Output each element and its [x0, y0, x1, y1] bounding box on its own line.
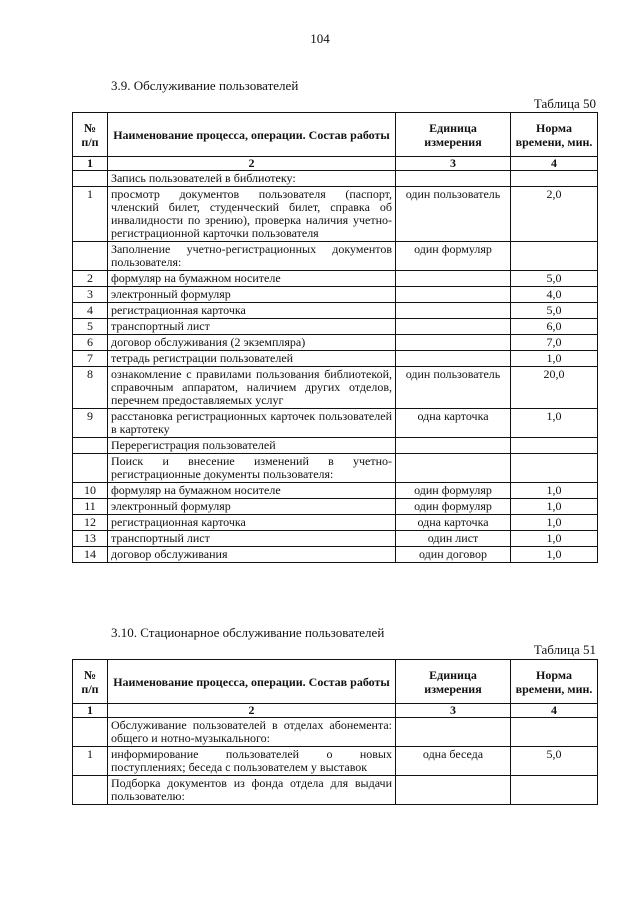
table-51-body — [73, 718, 598, 805]
row-unit-cell — [396, 718, 511, 747]
row-norm-cell: 1,0 — [511, 531, 598, 547]
row-name-cell: договор обслуживания (2 экземпляра) — [108, 335, 396, 351]
row-norm-cell: 5,0 — [511, 747, 598, 776]
row-number-cell: 2 — [73, 271, 108, 287]
table-caption-50: Таблица 50 — [533, 96, 596, 111]
row-name-cell: договор обслуживания — [108, 547, 396, 563]
row-unit-cell — [396, 335, 511, 351]
section-title-3-9: 3.9. Обслуживание пользователей — [111, 78, 299, 93]
table-50 — [72, 112, 598, 563]
row-unit-cell: одна карточка — [396, 409, 511, 438]
row-norm-cell: 7,0 — [511, 335, 598, 351]
row-number-cell: 1 — [73, 187, 108, 242]
row-name-cell: Обслуживание пользователей в отделах абонемента: общего и нотно-музыкального: — [108, 718, 396, 747]
row-name-cell: формуляр на бумажном носителе — [108, 271, 396, 287]
header-numbering-row — [73, 157, 598, 171]
table-row — [73, 335, 598, 351]
row-norm-cell — [511, 171, 598, 187]
table-row — [73, 531, 598, 547]
row-unit-cell: одна карточка — [396, 515, 511, 531]
table-50-body — [73, 171, 598, 563]
row-unit-cell — [396, 776, 511, 805]
header-number-4: 4 — [511, 157, 598, 171]
row-number-cell: 9 — [73, 409, 108, 438]
row-number-cell: 10 — [73, 483, 108, 499]
header-number-3: 3 — [396, 157, 511, 171]
table-row — [73, 367, 598, 409]
row-unit-cell — [396, 319, 511, 335]
row-norm-cell: 5,0 — [511, 271, 598, 287]
row-unit-cell — [396, 438, 511, 454]
row-number-cell — [73, 438, 108, 454]
row-norm-cell — [511, 454, 598, 483]
header-col-norm: Норма времени, мин. — [511, 113, 598, 157]
table-row — [73, 718, 598, 747]
row-number-cell — [73, 454, 108, 483]
row-number-cell: 14 — [73, 547, 108, 563]
row-name-cell: Заполнение учетно-регистрационных документов пользователя: — [108, 242, 396, 271]
row-unit-cell: один пользователь — [396, 367, 511, 409]
row-number-cell — [73, 718, 108, 747]
row-name-cell: тетрадь регистрации пользователей — [108, 351, 396, 367]
table-row — [73, 547, 598, 563]
row-name-cell: Запись пользователей в библиотеку: — [108, 171, 396, 187]
row-name-cell: расстановка регистрационных карточек пользователей в картотеку — [108, 409, 396, 438]
row-number-cell: 7 — [73, 351, 108, 367]
header-number-4: 4 — [511, 704, 598, 718]
table-row — [73, 287, 598, 303]
row-number-cell: 3 — [73, 287, 108, 303]
header-col-number: № п/п — [73, 113, 108, 157]
table-row — [73, 242, 598, 271]
row-norm-cell: 1,0 — [511, 547, 598, 563]
row-number-cell: 4 — [73, 303, 108, 319]
header-number-1: 1 — [73, 157, 108, 171]
row-number-cell: 12 — [73, 515, 108, 531]
row-number-cell — [73, 171, 108, 187]
row-unit-cell — [396, 351, 511, 367]
row-norm-cell — [511, 776, 598, 805]
table-row — [73, 271, 598, 287]
row-name-cell: Подборка документов из фонда отдела для выдачи пользователю: — [108, 776, 396, 805]
header-col-name: Наименование процесса, операции. Состав работы — [108, 660, 396, 704]
row-number-cell: 13 — [73, 531, 108, 547]
row-norm-cell: 1,0 — [511, 499, 598, 515]
row-number-cell: 6 — [73, 335, 108, 351]
row-norm-cell: 2,0 — [511, 187, 598, 242]
row-norm-cell: 20,0 — [511, 367, 598, 409]
row-norm-cell: 5,0 — [511, 303, 598, 319]
row-name-cell: транспортный лист — [108, 319, 396, 335]
row-norm-cell — [511, 438, 598, 454]
row-unit-cell — [396, 454, 511, 483]
table-row — [73, 776, 598, 805]
row-unit-cell: один договор — [396, 547, 511, 563]
row-name-cell: просмотр документов пользователя (паспорт, членский билет, студенческий билет, справка об инвалидности по зрению), проверка наличия учетно-регистрационной карточки пользователя — [108, 187, 396, 242]
page-number: 104 — [310, 31, 330, 46]
row-norm-cell — [511, 242, 598, 271]
row-norm-cell: 4,0 — [511, 287, 598, 303]
table-row — [73, 319, 598, 335]
row-norm-cell: 6,0 — [511, 319, 598, 335]
row-norm-cell: 1,0 — [511, 515, 598, 531]
row-name-cell: Поиск и внесение изменений в учетно-регистрационные документы пользователя: — [108, 454, 396, 483]
row-name-cell: регистрационная карточка — [108, 303, 396, 319]
row-unit-cell: один лист — [396, 531, 511, 547]
row-norm-cell: 1,0 — [511, 409, 598, 438]
row-number-cell: 5 — [73, 319, 108, 335]
section-title-3-10: 3.10. Стационарное обслуживание пользователей — [111, 625, 385, 640]
header-number-2: 2 — [108, 157, 396, 171]
row-unit-cell — [396, 271, 511, 287]
table-row — [73, 747, 598, 776]
header-col-unit: Единица измерения — [396, 113, 511, 157]
header-col-number: № п/п — [73, 660, 108, 704]
row-name-cell: Перерегистрация пользователей — [108, 438, 396, 454]
row-unit-cell: один пользователь — [396, 187, 511, 242]
header-col-norm: Норма времени, мин. — [511, 660, 598, 704]
row-name-cell: электронный формуляр — [108, 287, 396, 303]
row-unit-cell — [396, 303, 511, 319]
row-unit-cell — [396, 287, 511, 303]
row-unit-cell: один формуляр — [396, 499, 511, 515]
row-name-cell: электронный формуляр — [108, 499, 396, 515]
row-number-cell: 11 — [73, 499, 108, 515]
header-col-unit: Единица измерения — [396, 660, 511, 704]
row-unit-cell — [396, 171, 511, 187]
header-number-1: 1 — [73, 704, 108, 718]
row-unit-cell: один формуляр — [396, 242, 511, 271]
table-row — [73, 351, 598, 367]
row-norm-cell — [511, 718, 598, 747]
row-unit-cell: одна беседа — [396, 747, 511, 776]
table-header-row — [73, 660, 598, 704]
row-number-cell — [73, 776, 108, 805]
table-row — [73, 409, 598, 438]
row-name-cell: ознакомление с правилами пользования библиотекой, справочным аппаратом, наличием других отделов, перечнем предоставляемых услуг — [108, 367, 396, 409]
table-row — [73, 454, 598, 483]
table-row — [73, 187, 598, 242]
table-row — [73, 499, 598, 515]
table-row — [73, 515, 598, 531]
row-name-cell: транспортный лист — [108, 531, 396, 547]
row-norm-cell: 1,0 — [511, 483, 598, 499]
table-row — [73, 303, 598, 319]
row-unit-cell: один формуляр — [396, 483, 511, 499]
row-name-cell: информирование пользователей о новых поступлениях; беседа с пользователем у выставок — [108, 747, 396, 776]
row-number-cell: 1 — [73, 747, 108, 776]
table-row — [73, 171, 598, 187]
row-name-cell: формуляр на бумажном носителе — [108, 483, 396, 499]
table-row — [73, 438, 598, 454]
table-header-row — [73, 113, 598, 157]
header-number-3: 3 — [396, 704, 511, 718]
header-col-name: Наименование процесса, операции. Состав работы — [108, 113, 396, 157]
row-number-cell — [73, 242, 108, 271]
header-numbering-row — [73, 704, 598, 718]
row-norm-cell: 1,0 — [511, 351, 598, 367]
row-number-cell: 8 — [73, 367, 108, 409]
table-row — [73, 483, 598, 499]
row-name-cell: регистрационная карточка — [108, 515, 396, 531]
header-number-2: 2 — [108, 704, 396, 718]
table-caption-51: Таблица 51 — [533, 642, 596, 657]
table-51 — [72, 659, 598, 805]
